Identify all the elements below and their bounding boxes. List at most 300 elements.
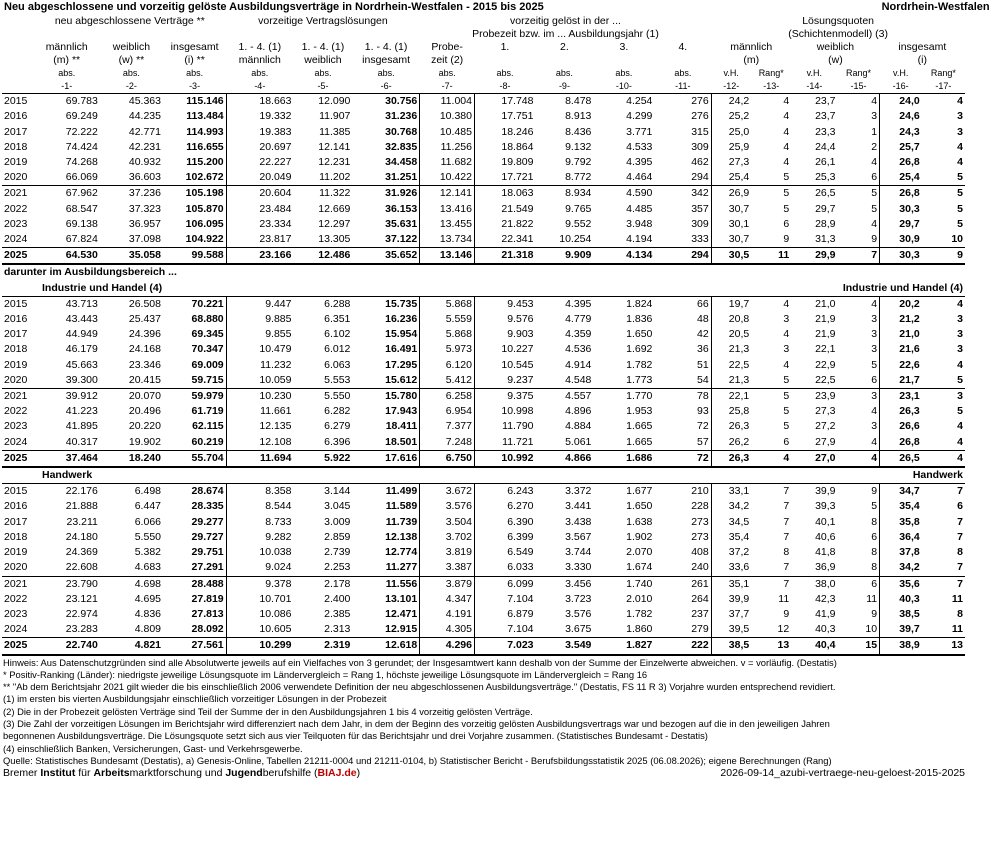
table-cell: 4.590 (626, 187, 653, 200)
table-cell: 114.993 (186, 125, 224, 138)
table-cell: 67.962 (65, 187, 98, 200)
table-cell: 279 (654, 622, 711, 638)
table-cell: 31.926 (385, 187, 418, 200)
col-subheader: -8- (499, 81, 511, 92)
table-cell: 3.948 (626, 217, 653, 230)
section-header: Industrie und Handel (4) (42, 281, 163, 294)
col-subheader: v.H. (892, 68, 909, 79)
table-cell: 8 (838, 560, 880, 576)
table-cell: 6 (838, 170, 880, 186)
table-cell: 11.694 (226, 450, 293, 467)
table-cell: 7 (751, 560, 791, 576)
group-header-geloest-2: Probezeit bzw. im ... Ausbildungsjahr (1) (472, 28, 659, 41)
table-row (2, 484, 965, 500)
table-cell: 5 (922, 170, 965, 186)
table-cell: 7 (838, 248, 880, 265)
table-cell: 39,5 (711, 622, 751, 638)
table-cell: 5.382 (134, 546, 161, 559)
table-cell: 4.485 (626, 202, 653, 215)
table-cell: 39.912 (65, 390, 98, 403)
table-cell: 3 (957, 313, 963, 326)
table-cell: 5.868 (420, 296, 475, 312)
table-cell: 34,2 (711, 499, 751, 514)
table-cell: 93 (697, 405, 709, 418)
table-cell: 9.024 (226, 560, 293, 576)
table-cell: 7.104 (474, 622, 535, 638)
table-cell: 7 (783, 515, 790, 528)
region-label: Nordrhein-Westfalen (881, 1, 990, 13)
table-cell: 276 (654, 94, 711, 110)
footnote: * Positiv-Ranking (Länder): niedrigste jeweilige Lösungsquote im Ländervergleich = Rang 1, höchste jeweilige Lösungsquote im Ländervergleich = Rang 16 (3, 668, 648, 680)
table-cell: 104.922 (163, 232, 226, 248)
table-cell: 10.422 (420, 170, 475, 186)
footer (3, 767, 965, 780)
col-header: insgesamt (362, 54, 410, 67)
table-cell: 3.438 (565, 515, 592, 528)
table-cell: 8.913 (565, 110, 592, 123)
table-cell: 9 (783, 607, 790, 620)
table-cell: 6.498 (100, 484, 163, 500)
table-cell: 45.363 (100, 94, 163, 110)
col-subheader: abs. (674, 68, 692, 79)
table-cell: 26,5 (880, 450, 922, 467)
row-year: 2022 (4, 202, 28, 215)
table-cell: 4 (783, 110, 790, 123)
table-cell: 20.220 (128, 420, 161, 433)
table-cell: 4.299 (626, 110, 653, 123)
table-cell: 41,9 (815, 607, 836, 620)
table-cell: 25,7 (880, 140, 922, 155)
table-cell: 105.198 (185, 187, 224, 200)
table-cell: 5 (871, 187, 878, 200)
table-cell: 333 (654, 232, 711, 248)
table-cell: 42,3 (815, 592, 836, 605)
row-year: 2025 (2, 638, 34, 655)
table-cell: 13.146 (420, 248, 475, 265)
row-year: 2021 (4, 187, 28, 200)
table-cell: 4 (783, 156, 790, 169)
table-cell: 4.254 (593, 94, 654, 110)
col-header: (m) (743, 54, 760, 67)
table-cell: 25,4 (711, 170, 751, 186)
table-cell: 30.768 (385, 125, 418, 138)
table-cell: 40,3 (880, 592, 922, 607)
table-cell: 22.341 (474, 232, 535, 248)
table-cell: 6.750 (420, 450, 475, 467)
table-cell: 5 (957, 187, 963, 200)
table-cell: 11.004 (420, 94, 475, 110)
table-cell: 6.012 (324, 343, 351, 356)
table-cell: 25,8 (711, 404, 751, 419)
table-row (2, 450, 965, 467)
col-subheader: -17- (935, 81, 952, 92)
table-cell: 4 (871, 156, 878, 169)
table-cell: 4 (922, 94, 965, 110)
group-header-vorzeitig: vorzeitige Vertragslösungen (258, 15, 388, 28)
row-year: 2025 (2, 450, 34, 467)
row-year: 2015 (2, 94, 34, 110)
col-subheader: Rang* (846, 68, 872, 79)
table-cell: 11.202 (293, 170, 352, 186)
table-cell: 9 (871, 607, 878, 620)
table-cell: 37,7 (711, 607, 751, 622)
table-cell: 8.436 (565, 125, 592, 138)
table-cell: 5.061 (536, 435, 594, 451)
table-cell: 1.836 (626, 313, 653, 326)
table-cell: 240 (654, 560, 711, 576)
table-cell: 27,3 (815, 405, 836, 418)
table-cell: 1.860 (593, 622, 654, 638)
table-cell: 13.455 (420, 217, 475, 232)
col-subheader: -9- (558, 81, 570, 92)
table-cell: 5 (783, 202, 790, 215)
table-cell: 25,3 (791, 170, 837, 186)
table-cell: 6.282 (324, 405, 351, 418)
table-cell: 3.387 (420, 560, 475, 576)
table-cell: 18.411 (385, 420, 418, 433)
table-cell: 36.153 (385, 202, 418, 215)
group-header-geloest-1: vorzeitig gelöst in der ... (510, 15, 621, 28)
table-cell: 13.734 (420, 232, 475, 248)
row-year: 2019 (4, 546, 28, 559)
table-row (2, 435, 965, 451)
table-cell: 1.650 (626, 500, 653, 513)
table-cell: 4.836 (134, 607, 161, 620)
table-cell: 2.319 (293, 638, 352, 655)
table-row (2, 327, 965, 342)
table-cell: 408 (691, 546, 709, 559)
table-cell: 31.236 (385, 110, 418, 123)
table-row (2, 296, 965, 312)
table-cell: 30,5 (711, 248, 751, 265)
table-cell: 1.902 (626, 530, 653, 543)
row-year: 2017 (4, 125, 28, 138)
table-cell: 24,2 (711, 94, 751, 110)
table-cell: 25,2 (711, 109, 751, 124)
table-cell: 8 (871, 546, 878, 559)
table-cell: 3.576 (565, 607, 592, 620)
table-cell: 3 (957, 390, 963, 403)
table-cell: 10.230 (226, 389, 293, 405)
table-cell: 24.168 (128, 343, 161, 356)
table-cell: 1.665 (626, 420, 653, 433)
table-cell: 9.132 (565, 140, 592, 153)
table-cell: 5.922 (293, 450, 352, 467)
table-cell: 15 (838, 638, 880, 655)
table-cell: 9.765 (565, 202, 592, 215)
table-cell: 22,9 (815, 358, 836, 371)
table-cell: 4.359 (565, 328, 592, 341)
table-cell: 66 (654, 296, 711, 312)
table-cell: 4 (957, 358, 963, 371)
col-subheader: Rang* (758, 68, 784, 79)
table-cell: 28.092 (163, 622, 226, 638)
table-cell: 1.638 (626, 515, 653, 528)
table-cell: 11.589 (385, 500, 418, 513)
row-year: 2024 (2, 232, 34, 248)
table-cell: 72 (654, 450, 711, 467)
footnote: Hinweis: Aus Datenschutzgründen sind alle Absolutwerte jeweils auf ein Vielfaches von 3 gerundet; der Insgesamtwert kann deshalb von der Summe der Einzelwerte abweichen. v = vorläufig. (Destatis) (3, 656, 837, 668)
table-cell: 3 (957, 125, 963, 138)
table-cell: 6 (751, 435, 791, 451)
table-cell: 10 (838, 622, 880, 638)
table-cell: 7 (783, 500, 790, 513)
table-cell: 10.545 (474, 358, 535, 373)
table-cell: 4.347 (420, 592, 475, 607)
table-cell: 12.141 (420, 186, 475, 202)
footnote: begonnenen Ausbildungsverträge. Die Lösungsquote setzt sich aus vier Teilquoten für das Berichtsjahr und drei Vorjahre zusammen. (Statistisches Bundesamt - Destatis) (3, 730, 708, 742)
table-cell: 31,3 (791, 232, 837, 248)
table-row (2, 109, 965, 124)
table-cell: 22.608 (34, 560, 100, 576)
table-cell: 9.375 (474, 389, 535, 405)
table-cell: 7 (751, 484, 791, 500)
table-cell: 21.822 (474, 217, 535, 232)
table-cell: 15.735 (352, 296, 419, 312)
table-cell: 6.879 (474, 607, 535, 622)
table-cell: 37.464 (34, 450, 100, 467)
table-cell: 10.299 (226, 638, 293, 655)
table-cell: 3.819 (420, 545, 475, 560)
table-cell: 62.115 (192, 420, 224, 433)
table-cell: 7.023 (474, 638, 535, 655)
table-cell: 31.251 (352, 170, 419, 186)
table-cell: 35.058 (100, 248, 163, 265)
table-cell: 3.672 (420, 484, 475, 500)
row-year: 2023 (4, 607, 28, 620)
col-header (474, 54, 535, 67)
table-cell: 43.443 (65, 313, 98, 326)
table-cell: 5 (871, 500, 878, 513)
table-cell: 3.144 (293, 484, 352, 500)
table-cell: 30.756 (352, 94, 419, 110)
table-cell: 23,1 (880, 389, 922, 405)
table-cell: 27.819 (191, 592, 224, 605)
col-header: 1. - 4. (1) (238, 41, 282, 54)
table-cell: 11.907 (319, 110, 351, 123)
table-cell: 22,1 (815, 343, 836, 356)
col-subheader: -11- (675, 81, 691, 92)
table-cell: 32.835 (385, 140, 418, 153)
table-cell: 19.383 (226, 125, 293, 140)
col-subheader: -13- (763, 81, 780, 92)
table-cell: 18.063 (474, 186, 535, 202)
table-cell: 3.675 (536, 622, 594, 638)
table-cell: 237 (691, 607, 709, 620)
table-cell: 12.231 (318, 156, 351, 169)
table-row (2, 140, 965, 155)
table-cell: 21,3 (711, 342, 751, 357)
table-cell: 30,7 (711, 202, 751, 217)
table-cell: 17.721 (474, 170, 535, 186)
table-cell: 28.674 (163, 484, 226, 500)
table-cell: 2.178 (324, 577, 351, 590)
table-cell: 20.604 (226, 186, 293, 202)
table-row (2, 515, 965, 530)
table-row (2, 217, 965, 232)
table-cell: 5 (871, 358, 878, 371)
table-cell: 37.098 (100, 232, 163, 248)
table-cell: 10.479 (226, 342, 293, 357)
table-cell: 9.447 (226, 296, 293, 312)
table-cell: 11.739 (385, 515, 418, 528)
footnote: (1) im ersten bis vierten Ausbildungsjahr einschließlich vorzeitiger Lösungen in der Probezeit (3, 693, 387, 705)
table-row (2, 373, 965, 389)
section-header-right: Handwerk (912, 469, 963, 482)
col-subheader: abs. (122, 68, 140, 79)
table-cell: 2.070 (626, 546, 653, 559)
table-cell: 1.674 (593, 560, 654, 576)
row-year: 2021 (4, 390, 28, 403)
table-cell: 4.866 (536, 450, 594, 467)
section-header-right: Industrie und Handel (4) (842, 281, 963, 294)
table-cell: 309 (691, 217, 709, 230)
col-header: (i) ** (184, 54, 205, 67)
table-cell: 105.870 (185, 202, 224, 215)
table-cell: 43.713 (34, 296, 100, 312)
table-cell: 228 (691, 500, 709, 513)
table-cell: 42 (697, 328, 709, 341)
table-cell: 35,6 (880, 576, 922, 592)
table-cell: 9 (838, 232, 880, 248)
col-subheader: -6- (380, 81, 392, 92)
table-cell: 4 (751, 450, 791, 467)
table-cell: 9.885 (226, 312, 293, 327)
table-cell: 36 (697, 343, 709, 356)
table-cell: 72 (697, 420, 709, 433)
group-header-neu: neu abgeschlossene Verträge ** (54, 15, 205, 28)
table-cell: 4.464 (593, 170, 654, 186)
table-cell: 4.533 (626, 140, 653, 153)
table-cell: 3 (957, 110, 963, 123)
col-header: 1. - 4. (1) (364, 41, 408, 54)
table-cell: 44.235 (128, 110, 161, 123)
col-subheader: -12- (723, 81, 740, 92)
table-cell: 21,9 (815, 328, 836, 341)
table-cell: 1.677 (593, 484, 654, 500)
table-cell: 5 (957, 202, 963, 215)
table-cell: 12 (751, 622, 791, 638)
table-cell: 3 (871, 328, 878, 341)
table-cell: 11 (866, 592, 878, 605)
col-header: (w) ** (118, 54, 145, 67)
table-cell: 24,0 (880, 94, 922, 110)
table-cell: 41.895 (65, 420, 98, 433)
group-header-quoten-1: Lösungsquoten (802, 15, 875, 28)
table-cell: 18.240 (100, 450, 163, 467)
table-cell: 115.200 (186, 156, 224, 169)
table-cell: 115.146 (163, 94, 226, 110)
table-cell: 24,4 (815, 140, 836, 153)
table-cell: 23.790 (65, 577, 98, 590)
table-cell: 38,5 (711, 638, 751, 655)
table-row (2, 342, 965, 357)
table-cell: 9.552 (565, 217, 592, 230)
table-cell: 13 (751, 638, 791, 655)
table-cell: 4.296 (420, 638, 475, 655)
table-cell: 6.351 (324, 313, 351, 326)
table-cell: 26.508 (100, 296, 163, 312)
table-cell: 35,8 (880, 515, 922, 530)
table-cell: 37.122 (352, 232, 419, 248)
table-cell: 8.733 (226, 515, 293, 530)
table-row (2, 607, 965, 622)
page-title: Neu abgeschlossene und vorzeitig gelöste Ausbildungsverträge in Nordrhein-Westfalen - 2015 bis 2025 (4, 1, 544, 13)
col-subheader: -16- (892, 81, 909, 92)
table-cell: 11 (951, 592, 963, 605)
table-cell: 5 (783, 405, 790, 418)
row-year: 2021 (4, 577, 28, 590)
table-cell: 8 (871, 515, 878, 528)
table-cell: 13.101 (385, 592, 418, 605)
table-cell: 264 (691, 592, 709, 605)
table-cell: 68.880 (191, 313, 224, 326)
table-cell: 21,6 (880, 342, 922, 357)
table-cell: 3.045 (324, 500, 351, 513)
table-cell: 69.249 (65, 110, 98, 123)
table-cell: 309 (691, 140, 709, 153)
table-cell: 21,3 (711, 373, 751, 389)
table-cell: 9.909 (536, 248, 594, 265)
table-cell: 21,9 (815, 313, 836, 326)
table-cell: 9.453 (474, 296, 535, 312)
col-subheader: -10- (615, 81, 632, 92)
table-cell: 3 (871, 420, 878, 433)
table-cell: 35.631 (385, 217, 418, 230)
table-cell: 23.817 (226, 232, 293, 248)
table-cell: 19.332 (226, 109, 293, 124)
table-cell: 1.686 (593, 450, 654, 467)
table-cell: 11.385 (319, 125, 351, 138)
table-cell: 106.095 (185, 217, 224, 230)
table-cell: 222 (654, 638, 711, 655)
table-cell: 21,2 (880, 312, 922, 327)
table-cell: 5 (957, 405, 963, 418)
table-cell: 6.102 (324, 328, 351, 341)
table-cell: 12.618 (352, 638, 419, 655)
table-cell: 36.957 (128, 217, 161, 230)
table-cell: 4 (957, 156, 963, 169)
table-cell: 3.744 (565, 546, 592, 559)
table-cell: 15.780 (385, 390, 418, 403)
table-cell: 6.270 (474, 499, 535, 514)
table-cell: 46.179 (65, 343, 98, 356)
table-cell: 23.346 (128, 358, 161, 371)
table-cell: 29.727 (191, 530, 224, 543)
table-cell: 357 (691, 202, 709, 215)
table-cell: 22,6 (880, 358, 922, 373)
table-cell: 6.099 (474, 576, 535, 592)
table-cell: 10.254 (536, 232, 594, 248)
table-cell: 1.650 (626, 328, 653, 341)
table-cell: 28.335 (191, 500, 224, 513)
table-cell: 3 (871, 313, 878, 326)
table-cell: 11.556 (385, 577, 418, 590)
table-cell: 9.378 (226, 576, 293, 592)
table-cell: 37,2 (711, 545, 751, 560)
row-year: 2016 (4, 313, 28, 326)
table-cell: 21.549 (474, 202, 535, 217)
table-cell: 5.559 (420, 312, 475, 327)
table-cell: 21,0 (880, 327, 922, 342)
table-cell: 40,4 (791, 638, 837, 655)
table-cell: 11.499 (352, 484, 419, 500)
table-cell: 55.704 (163, 450, 226, 467)
table-cell: 273 (691, 530, 709, 543)
table-cell: 11.721 (474, 435, 535, 451)
table-cell: 22.740 (34, 638, 100, 655)
table-cell: 3.330 (536, 560, 594, 576)
